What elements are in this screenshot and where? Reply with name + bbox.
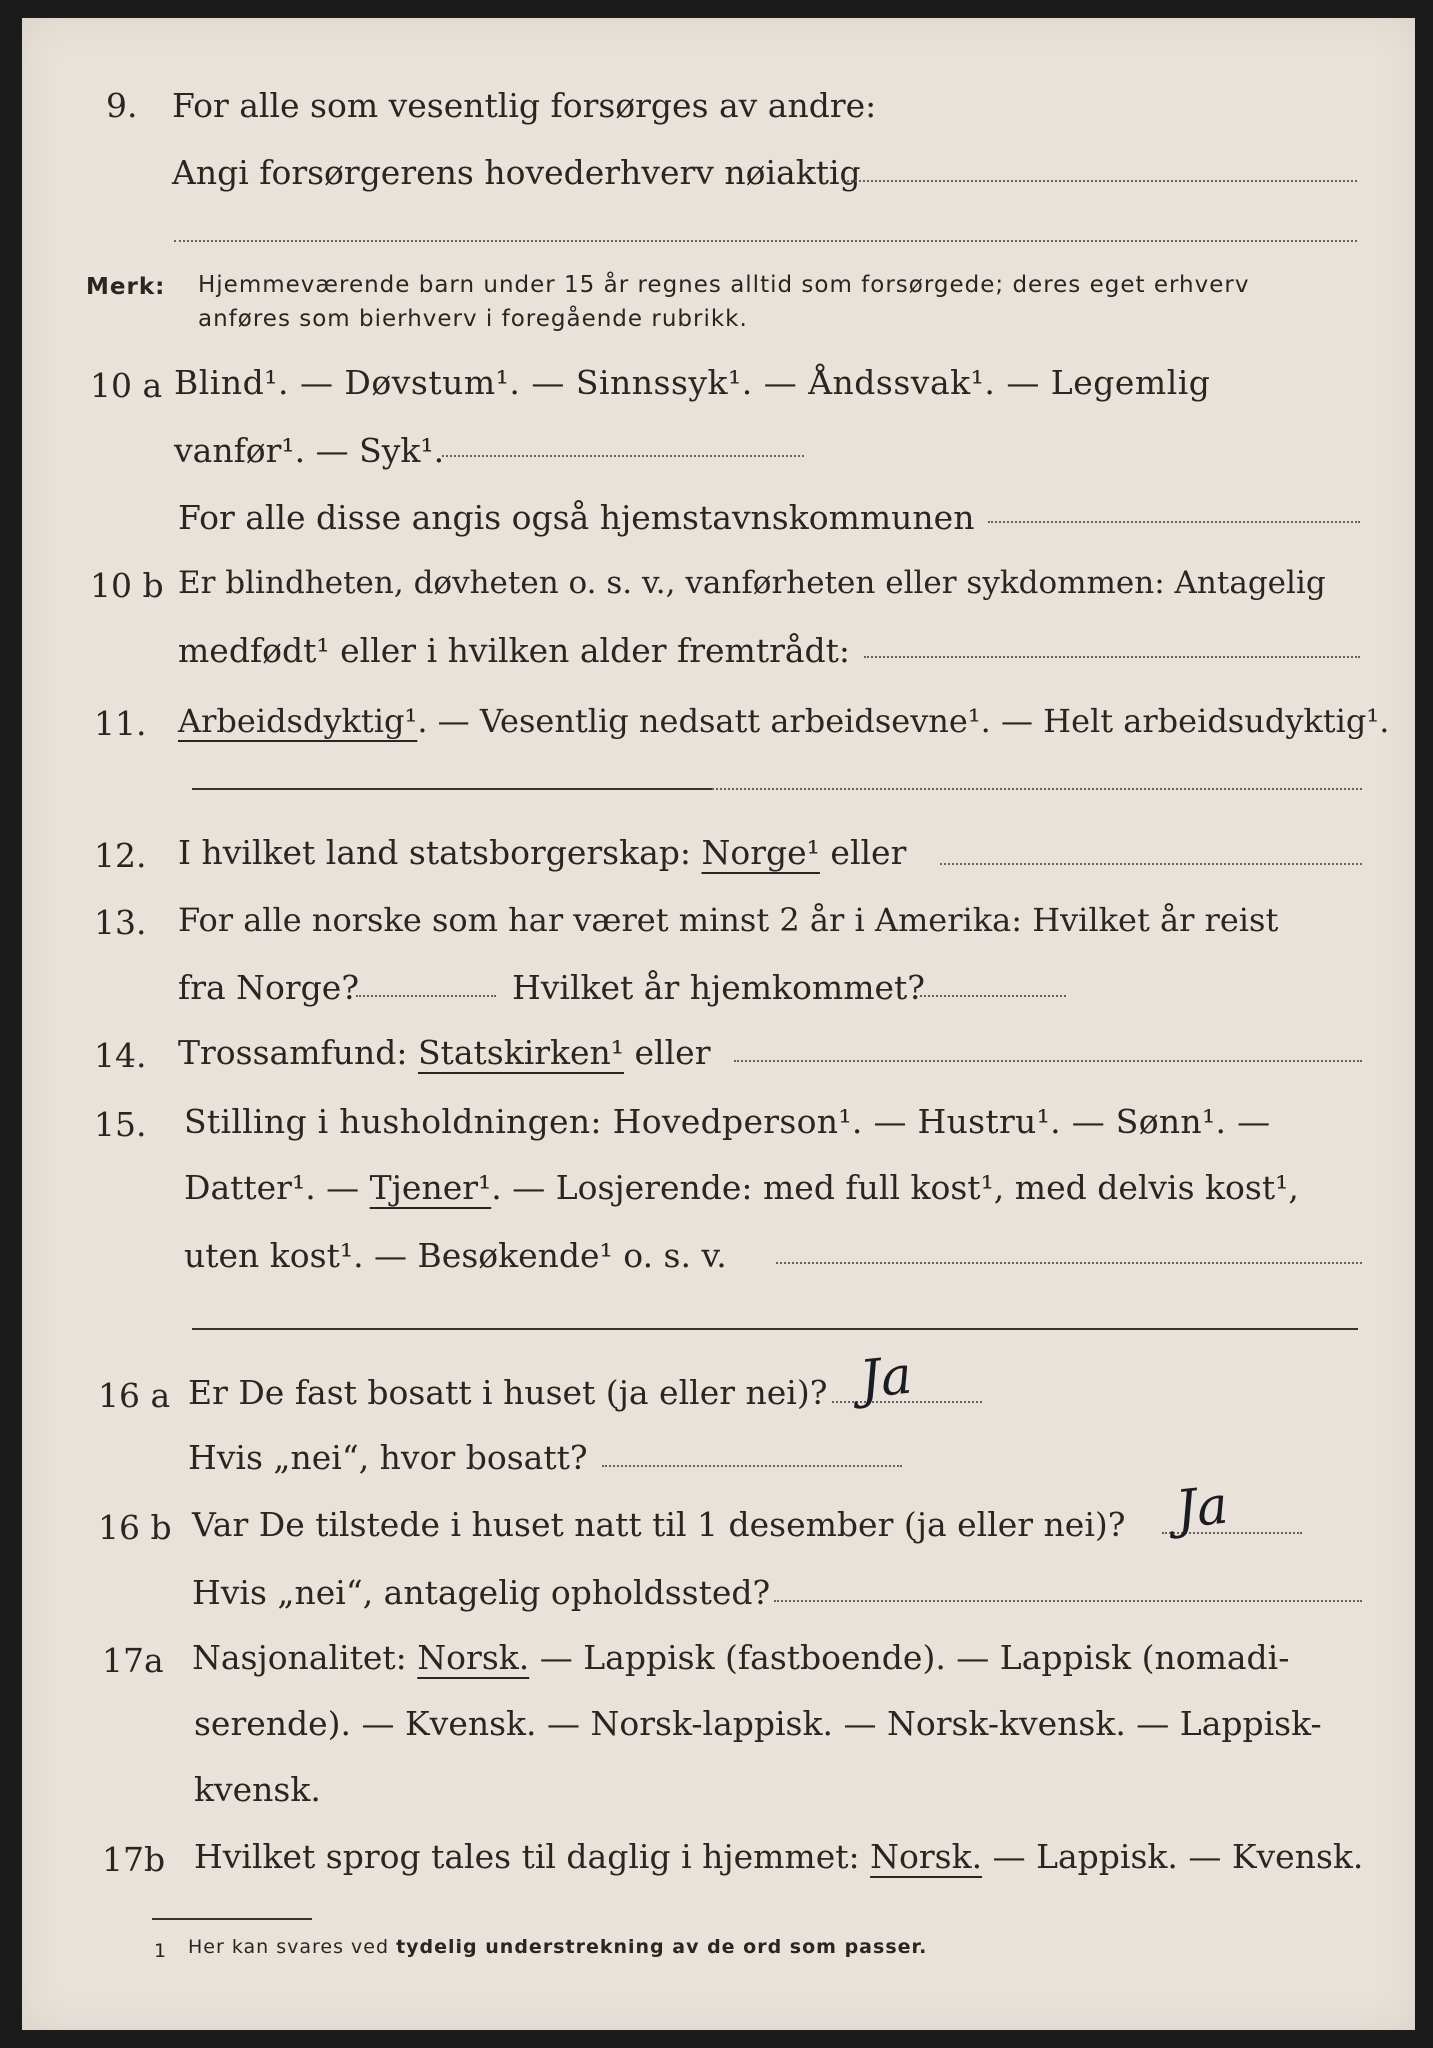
merk-line1: Hjemmeværende barn under 15 år regnes alltid som forsørgede; deres eget erhverv — [198, 272, 1250, 298]
q17a-line3: kvensk. — [194, 1770, 321, 1809]
footnote-text-plain: Her kan svares ved — [188, 1936, 390, 1958]
q9-line1: For alle som vesentlig forsørges av andre: — [172, 86, 877, 125]
q16a-line2: Hvis „nei“, hvor bosatt? — [188, 1438, 588, 1477]
footnote-text-bold: tydelig understrekning av de ord som passer. — [396, 1936, 928, 1958]
q12-pre: I hvilket land statsborgerskap: — [178, 833, 692, 872]
q12-answer-field[interactable] — [940, 863, 1362, 865]
q12-number: 12. — [94, 836, 147, 875]
q11-number: 11. — [94, 704, 147, 743]
q15-line2a: Datter¹. — — [184, 1168, 360, 1207]
q10a-answer-field[interactable] — [442, 455, 804, 457]
q13-reist-field[interactable] — [356, 995, 496, 997]
q16b-number: 16 b — [98, 1508, 172, 1547]
q10a-line3: For alle disse angis også hjemstavnskommunen — [178, 498, 975, 537]
census-form-page — [22, 18, 1415, 2030]
q10a-number: 10 a — [90, 366, 163, 405]
q11-answer-rule — [192, 788, 712, 790]
q9-number: 9. — [106, 86, 138, 125]
q10b-line2: medfødt¹ eller i hvilken alder fremtrådt: — [178, 631, 851, 670]
q17a-number: 17a — [102, 1641, 164, 1680]
q10a-line2: vanfør¹. — Syk¹. — [174, 431, 445, 470]
q16a-line1: Er De fast bosatt i huset (ja eller nei)? — [188, 1373, 828, 1412]
q13-line2a: fra Norge? — [178, 968, 360, 1007]
q9-answer-field[interactable] — [842, 180, 1357, 182]
q14-post: eller — [634, 1033, 711, 1072]
q10b-line1: Er blindheten, døvheten o. s. v., vanførheten eller sykdommen: Antagelig — [178, 565, 1326, 601]
q14-answer-field[interactable] — [734, 1060, 1362, 1062]
q16b-opholdssted-field[interactable] — [774, 1600, 1362, 1602]
footnote-text — [188, 1936, 927, 1958]
q16b-line1: Var De tilstede i huset natt til 1 desember (ja eller nei)? — [192, 1505, 1126, 1544]
q17b-number: 17b — [102, 1840, 166, 1879]
q16b-handwritten-answer: Ja — [1173, 1475, 1231, 1541]
q17a-line2: serende). — Kvensk. — Norsk-lappisk. — Norsk-kvensk. — Lappisk- — [194, 1704, 1322, 1743]
q12-post: eller — [830, 833, 907, 872]
q12-option-norge[interactable]: Norge¹ — [701, 833, 820, 872]
q10a-line1: Blind¹. — Døvstum¹. — Sinnssyk¹. — Åndssvak¹. — Legemlig — [174, 363, 1211, 402]
q13-line1: For alle norske som har været minst 2 år i Amerika: Hvilket år reist — [178, 901, 1279, 939]
q13-hjemkommet-field[interactable] — [920, 995, 1066, 997]
q14-line — [178, 1033, 710, 1073]
q13-line2b: Hvilket år hjemkommet? — [512, 968, 925, 1007]
q17a-line1 — [192, 1638, 1289, 1678]
q15-option-tjener[interactable]: Tjener¹ — [369, 1168, 492, 1207]
q17b-line — [194, 1837, 1363, 1877]
q12-line — [178, 833, 906, 873]
q15-line1: Stilling i husholdningen: Hovedperson¹. — Hustru¹. — Sønn¹. — — [184, 1102, 1271, 1141]
footnote-rule — [152, 1918, 312, 1920]
q14-pre: Trossamfund: — [178, 1033, 408, 1072]
q11-answer-field[interactable] — [712, 788, 1362, 790]
q15-line3: uten kost¹. — Besøkende¹ o. s. v. — [184, 1236, 727, 1275]
q15-number: 15. — [94, 1105, 147, 1144]
q15-line2b: . — Losjerende: med full kost¹, med delvis kost¹, — [491, 1168, 1299, 1207]
q9-line2: Angi forsørgerens hovederhverv nøiaktig — [172, 153, 861, 192]
merk-label: Merk: — [86, 274, 166, 300]
q16a-handwritten-answer: Ja — [857, 1345, 915, 1411]
q16b-line2: Hvis „nei“, antagelig opholdssted? — [192, 1573, 771, 1612]
q17a-pre: Nasjonalitet: — [192, 1638, 407, 1677]
q10a-home-field[interactable] — [988, 521, 1360, 523]
q16a-number: 16 a — [98, 1376, 171, 1415]
q14-option-statskirken[interactable]: Statskirken¹ — [417, 1033, 625, 1072]
q9-answer-field-2[interactable] — [174, 240, 1357, 242]
q15-line2 — [184, 1168, 1299, 1208]
q16a-bosatt-field[interactable] — [602, 1465, 902, 1467]
q10b-answer-field[interactable] — [864, 656, 1360, 658]
q17a-option-norsk[interactable]: Norsk. — [417, 1638, 530, 1677]
q13-number: 13. — [94, 903, 147, 942]
q11-rest: . — Vesentlig nedsatt arbeidsevne¹. — Helt arbeidsudyktig¹. — [417, 702, 1390, 740]
footnote-mark: 1 — [154, 1940, 168, 1962]
q14-number: 14. — [94, 1036, 147, 1075]
q17b-pre: Hvilket sprog tales til daglig i hjemmet: — [194, 1837, 860, 1876]
q17b-post: — Lappisk. — Kvensk. — [992, 1837, 1364, 1876]
merk-line2: anføres som bierhverv i foregående rubrikk. — [198, 306, 748, 332]
q17a-line1rest: — Lappisk (fastboende). — Lappisk (nomadi- — [539, 1638, 1290, 1677]
q15-answer-field[interactable] — [776, 1262, 1362, 1264]
q11-option-arbeidsdyktig[interactable]: Arbeidsdyktig¹ — [178, 702, 418, 740]
q11-line — [178, 701, 1389, 741]
q10b-number: 10 b — [90, 566, 164, 605]
q15-answer-rule — [192, 1328, 1358, 1330]
q17b-option-norsk[interactable]: Norsk. — [870, 1837, 983, 1876]
